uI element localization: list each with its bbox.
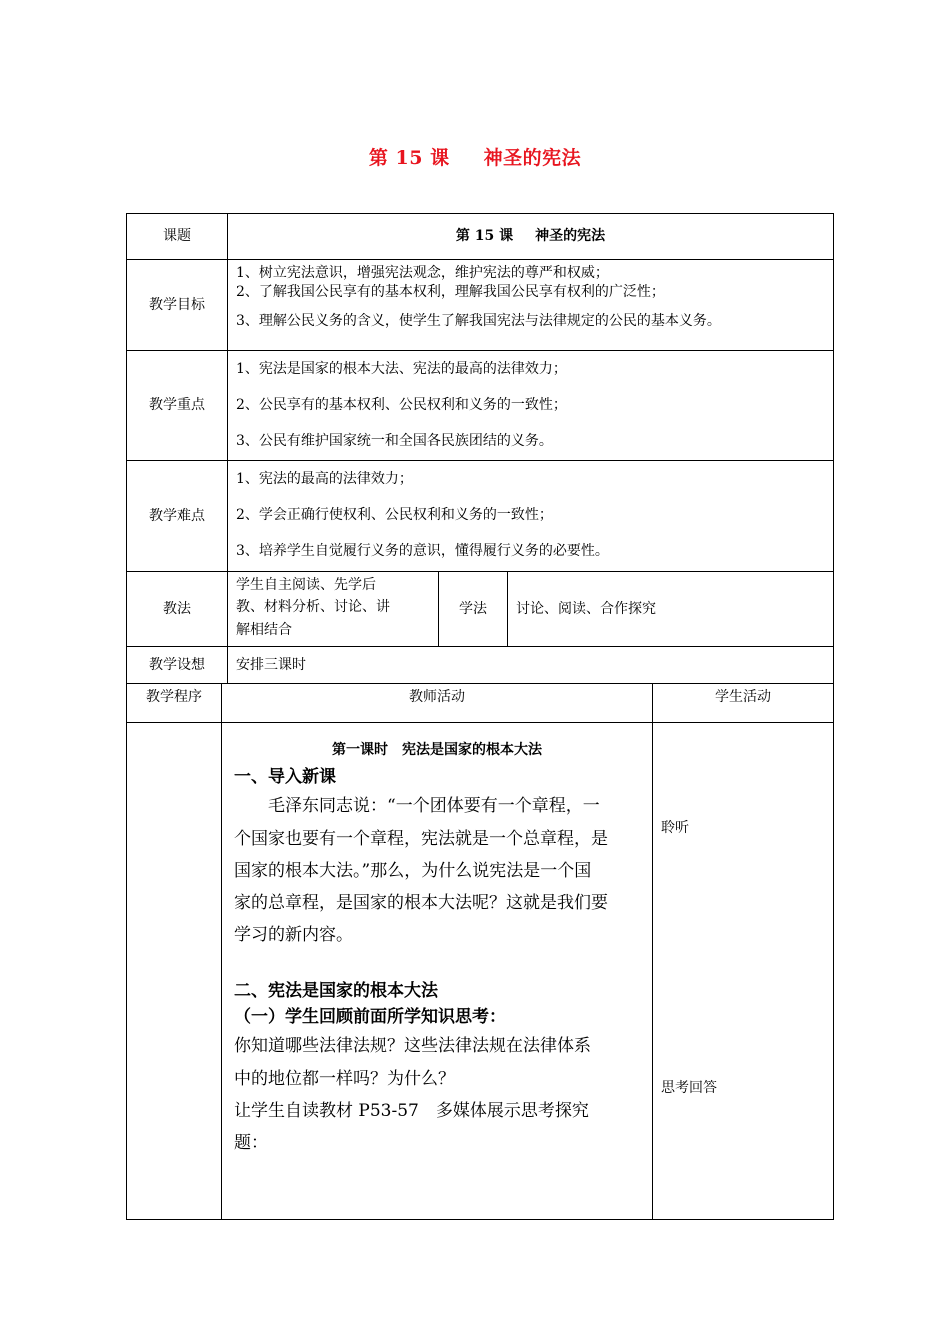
question-line: 让学生自读教材 P53-57 多媒体展示思考探究 bbox=[234, 1101, 589, 1121]
design-value: 安排三课时 bbox=[236, 656, 306, 673]
objectives-content-cell bbox=[227, 259, 834, 351]
question-line: 题： bbox=[234, 1133, 268, 1154]
difficulties-label-cell bbox=[126, 460, 228, 572]
section-heading-intro: 一、导入新课 bbox=[234, 766, 336, 787]
study-method-label: 学法 bbox=[459, 600, 487, 617]
objective-item: 2、了解我国公民享有的基本权利，理解我国公民享有权利的广泛性； bbox=[236, 283, 665, 300]
document-title-part1: 第 15 课 bbox=[368, 147, 450, 169]
document-title bbox=[0, 143, 950, 170]
difficulty-item: 1、宪法的最高的法律效力； bbox=[236, 471, 413, 487]
difficulties-content-cell bbox=[227, 460, 834, 572]
design-label-cell bbox=[126, 646, 228, 684]
subsection-heading: （一）学生回顾前面所学知识思考： bbox=[234, 1007, 506, 1028]
study-method-value: 讨论、阅读、合作探究 bbox=[516, 600, 656, 617]
design-value-cell bbox=[227, 646, 834, 684]
teacher-activity-body-cell bbox=[221, 722, 653, 1220]
student-activity-listen: 聆听 bbox=[661, 820, 689, 836]
method-line: 解相结合 bbox=[236, 621, 292, 638]
design-label: 教学设想 bbox=[149, 656, 205, 673]
keypoints-content-cell bbox=[227, 350, 834, 461]
procedure-body-cell bbox=[126, 722, 222, 1220]
procedure-header-label: 教学程序 bbox=[146, 689, 202, 705]
intro-line: 毛泽东同志说：“一个团体要有一个章程，一 bbox=[268, 796, 600, 817]
intro-line: 个国家也要有一个章程，宪法就是一个总章程，是 bbox=[234, 828, 608, 849]
method-content-cell bbox=[227, 571, 439, 647]
keypoint-item: 2、公民享有的基本权利、公民权利和义务的一致性； bbox=[236, 397, 567, 413]
keypoints-label: 教学重点 bbox=[149, 397, 205, 414]
student-activity-answer: 思考回答 bbox=[661, 1080, 717, 1096]
document-title-part2: 神圣的宪法 bbox=[483, 147, 582, 169]
teacher-activity-header-cell bbox=[221, 683, 653, 723]
objective-item: 1、树立宪法意识，增强宪法观念，维护宪法的尊严和权威； bbox=[236, 265, 609, 281]
section-heading-constitution: 二、宪法是国家的根本大法 bbox=[234, 980, 438, 1001]
intro-line: 学习的新内容。 bbox=[234, 925, 353, 946]
intro-line: 家的总章程，是国家的根本大法呢？这就是我们要 bbox=[234, 893, 608, 914]
method-label: 教法 bbox=[163, 600, 191, 617]
method-line: 学生自主阅读、先学后 bbox=[236, 577, 376, 593]
student-activity-header-cell bbox=[652, 683, 834, 723]
procedure-header-cell bbox=[126, 683, 222, 723]
objectives-label-cell bbox=[126, 259, 228, 351]
method-label-cell bbox=[126, 571, 228, 647]
study-method-label-cell bbox=[438, 571, 508, 647]
study-method-value-cell bbox=[507, 571, 834, 647]
difficulties-label: 教学难点 bbox=[149, 507, 205, 524]
question-line: 你知道哪些法律法规？这些法律法规在法律体系 bbox=[234, 1036, 591, 1057]
intro-line: 国家的根本大法。”那么，为什么说宪法是一个国 bbox=[234, 860, 592, 881]
lesson-title: 第一课时 宪法是国家的根本大法 bbox=[332, 742, 542, 758]
student-activity-body-cell bbox=[652, 722, 834, 1220]
topic-value-part2: 神圣的宪法 bbox=[535, 228, 606, 245]
topic-value-part1: 第 15 课 bbox=[455, 228, 514, 245]
difficulty-item: 2、学会正确行使权利、公民权利和义务的一致性； bbox=[236, 507, 553, 523]
topic-value-cell bbox=[227, 213, 834, 260]
topic-label-cell bbox=[126, 213, 228, 260]
topic-label: 课题 bbox=[163, 228, 191, 245]
objective-item: 3、理解公民义务的含义，使学生了解我国宪法与法律规定的公民的基本义务。 bbox=[236, 312, 721, 329]
keypoint-item: 1、宪法是国家的根本大法、宪法的最高的法律效力； bbox=[236, 361, 567, 377]
question-line: 中的地位都一样吗？为什么？ bbox=[234, 1068, 455, 1089]
method-line: 教、材料分析、讨论、讲 bbox=[236, 599, 390, 616]
difficulty-item: 3、培养学生自觉履行义务的意识，懂得履行义务的必要性。 bbox=[236, 543, 609, 559]
student-activity-header-label: 学生活动 bbox=[715, 689, 771, 705]
objectives-label: 教学目标 bbox=[149, 296, 205, 313]
keypoints-label-cell bbox=[126, 350, 228, 461]
teacher-activity-header-label: 教师活动 bbox=[409, 689, 465, 705]
keypoint-item: 3、公民有维护国家统一和全国各民族团结的义务。 bbox=[236, 433, 553, 449]
